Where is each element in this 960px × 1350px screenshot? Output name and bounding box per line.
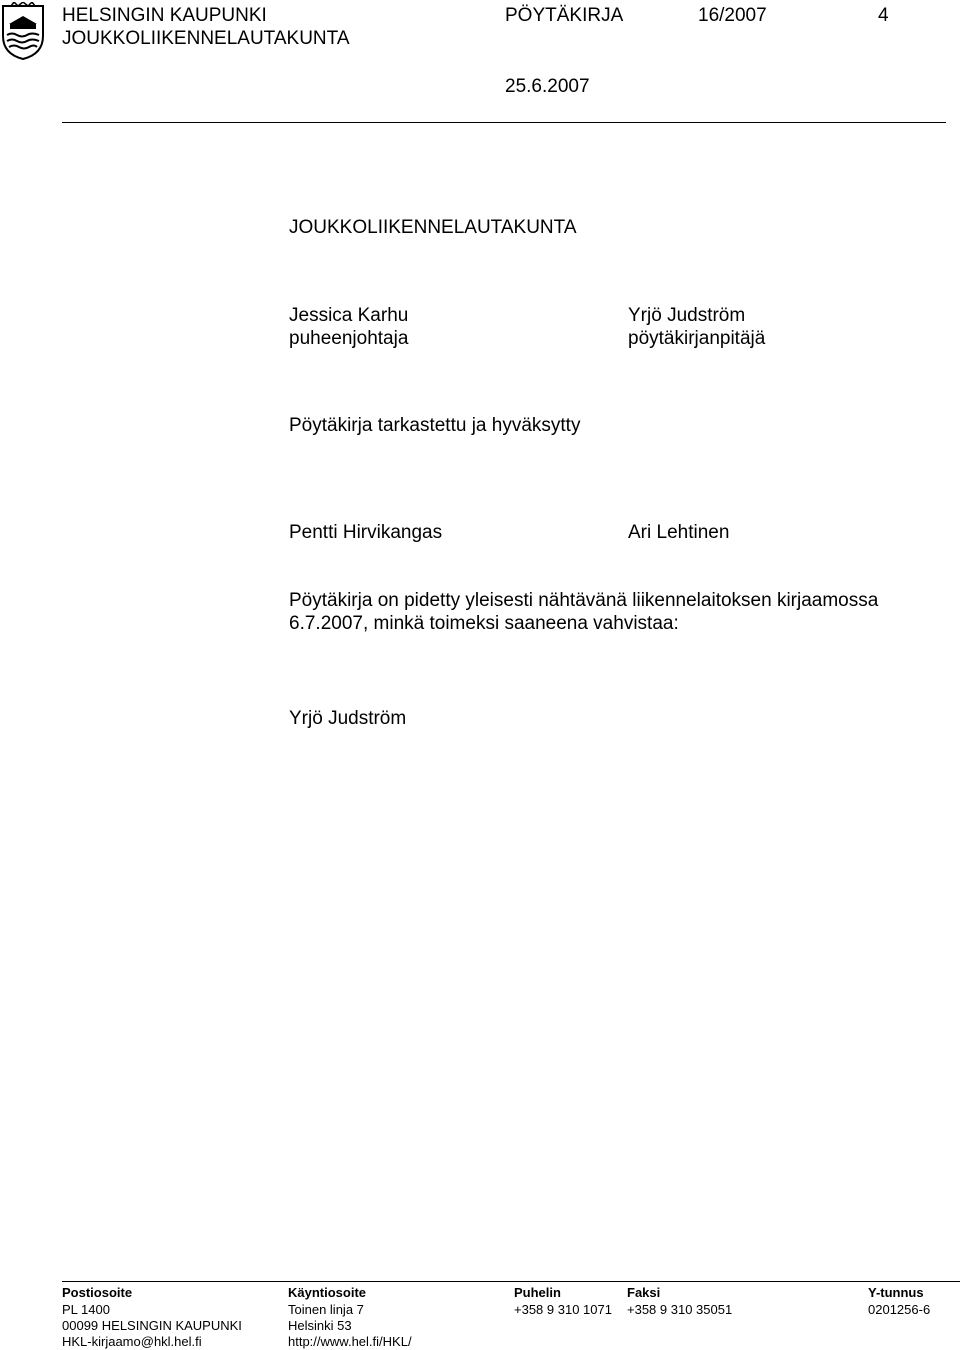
doc-date: 25.6.2007 xyxy=(505,76,590,97)
fax-value: +358 9 310 35051 xyxy=(627,1302,733,1317)
footer-divider xyxy=(62,1281,960,1282)
display-text-line-1: Pöytäkirja on pidetty yleisesti nähtävänä liikennelaitoksen kirjaamossa xyxy=(289,590,879,611)
helsinki-coat-of-arms-icon xyxy=(0,2,46,60)
inspector-2: Ari Lehtinen xyxy=(628,522,730,543)
secretary-role: pöytäkirjanpitäjä xyxy=(628,328,766,349)
org-department: JOUKKOLIIKENNELAUTAKUNTA xyxy=(62,28,350,49)
doc-number: 16/2007 xyxy=(698,5,767,26)
org-name: HELSINGIN KAUPUNKI xyxy=(62,5,267,26)
ytunnus-label: Y-tunnus xyxy=(868,1285,924,1300)
secretary-name: Yrjö Judström xyxy=(628,305,746,326)
ytunnus-value: 0201256-6 xyxy=(868,1302,931,1317)
page-number: 4 xyxy=(878,5,889,26)
header-divider xyxy=(62,122,946,123)
chair-name: Jessica Karhu xyxy=(289,305,409,326)
postal-label: Postiosoite xyxy=(62,1285,133,1300)
phone-value: +358 9 310 1071 xyxy=(514,1302,612,1317)
visit-label: Käyntiosoite xyxy=(288,1285,367,1300)
fax-label: Faksi xyxy=(627,1285,661,1300)
visit-line-2: Helsinki 53 xyxy=(288,1318,352,1333)
chair-role: puheenjohtaja xyxy=(289,328,409,349)
display-text-line-2: 6.7.2007, minkä toimeksi saaneena vahvistaa: xyxy=(289,613,679,634)
confirmer-name: Yrjö Judström xyxy=(289,708,407,729)
website-link[interactable]: http://www.hel.fi/HKL/ xyxy=(288,1334,412,1349)
phone-label: Puhelin xyxy=(514,1285,561,1300)
postal-line-1: PL 1400 xyxy=(62,1302,110,1317)
doc-type: PÖYTÄKIRJA xyxy=(505,5,624,26)
board-name: JOUKKOLIIKENNELAUTAKUNTA xyxy=(289,217,577,238)
visit-line-1: Toinen linja 7 xyxy=(288,1302,364,1317)
inspector-1: Pentti Hirvikangas xyxy=(289,522,443,543)
email-link[interactable]: HKL-kirjaamo@hkl.hel.fi xyxy=(62,1334,202,1349)
approval-text: Pöytäkirja tarkastettu ja hyväksytty xyxy=(289,415,581,436)
postal-line-2: 00099 HELSINGIN KAUPUNKI xyxy=(62,1318,242,1333)
